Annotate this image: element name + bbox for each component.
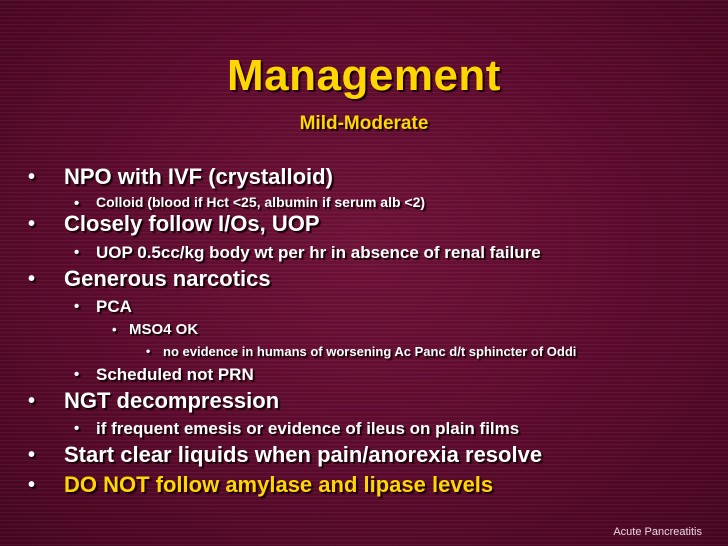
bullet-text: Closely follow I/Os, UOP [64,211,320,236]
bullet-icon: • [146,344,151,358]
bullet-text: NGT decompression [64,388,280,413]
bullet-text: if frequent emesis or evidence of ileus on plain films [96,419,520,438]
slide-title: Management [227,51,501,100]
bullet-icon: • [28,213,36,235]
bullet-text: MSO4 OK [129,321,199,338]
sub-bullet-item [74,194,426,212]
bullet-icon: • [28,444,36,466]
bullet-text: no evidence in humans of worsening Ac Panc d/t sphincter of Oddi [163,344,577,359]
bullet-icon: • [74,244,80,261]
sub-bullet-item [74,243,541,262]
bullet-item-highlight [28,472,494,497]
bullet-icon: • [28,268,36,290]
bullet-text: DO NOT follow amylase and lipase levels [64,472,494,497]
bullet-item [28,442,543,467]
footer-label: Acute Pancreatitis [613,526,702,538]
bullet-icon: • [74,195,80,212]
sub-bullet-item [74,297,132,316]
sub-bullet-item [74,419,520,438]
sub-bullet-item [74,365,254,384]
bullet-icon: • [112,322,117,337]
bullet-icon: • [74,420,80,437]
bullet-icon: • [74,298,80,315]
bullet-icon: • [28,474,36,496]
bullet-item [28,164,333,189]
bullet-text: NPO with IVF (crystalloid) [64,164,333,189]
level4-bullet-item [146,344,577,359]
sub-sub-bullet-item [112,321,199,338]
bullet-text: Generous narcotics [64,266,271,291]
bullet-icon: • [74,366,80,383]
bullet-text: UOP 0.5cc/kg body wt per hr in absence of renal failure [96,243,541,262]
bullet-icon: • [28,166,36,188]
bullet-item [28,388,280,413]
bullet-item [28,266,271,291]
bullet-text: Start clear liquids when pain/anorexia resolve [64,442,543,467]
bullet-text: PCA [96,297,132,316]
bullet-item [28,211,320,236]
slide-subtitle: Mild-Moderate [299,113,429,134]
bullet-icon: • [28,390,36,412]
bullet-text: Colloid (blood if Hct <25, albumin if serum alb <2) [96,194,426,210]
bullet-text: Scheduled not PRN [96,365,254,384]
